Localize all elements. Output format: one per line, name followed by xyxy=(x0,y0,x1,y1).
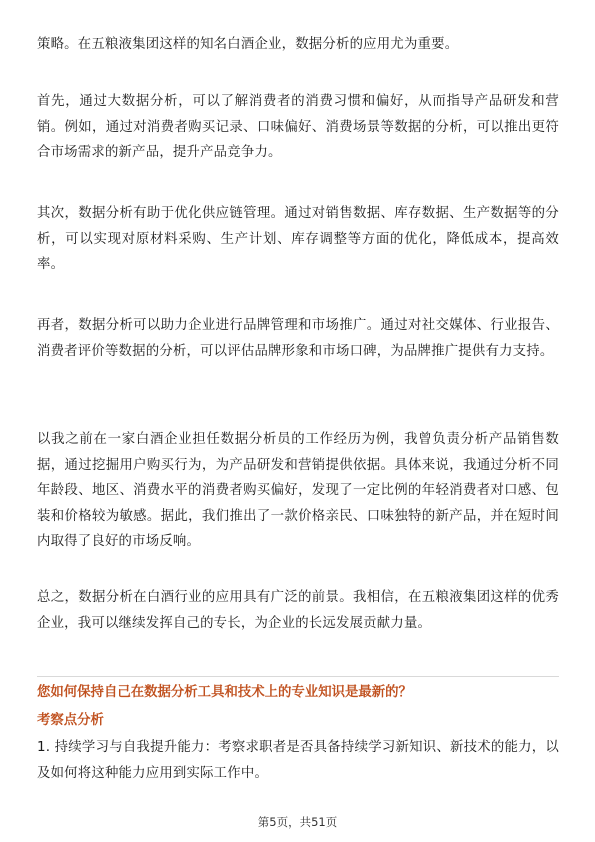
paragraph-text: 首先，通过大数据分析，可以了解消费者的消费习惯和偏好，从而指导产品研发和营销。例如，通过对消费者购买记录、口味偏好、消费场景等数据的分析，可以推出更符合市场需求的新产品，提升产品竞争力。 xyxy=(37,94,559,161)
paragraph-conclusion xyxy=(37,585,559,636)
paragraph-text: 其次，数据分析有助于优化供应链管理。通过对销售数据、库存数据、生产数据等的分析，可以实现对原材料采购、生产计划、库存调整等方面的优化，降低成本，提高效率。 xyxy=(37,206,559,273)
paragraph-text: 以我之前在一家白酒企业担任数据分析员的工作经历为例，我曾负责分析产品销售数据，通过挖掘用户购买行为，为产品研发和营销提供依据。具体来说，我通过分析不同年龄段、地区、消费水平的消费者购买偏好，发现了一定比例的年轻消费者对口感、包装和价格较为敏感。据此，我们推出了一款价格亲民、口味独特的新产品，并在短时间内取得了良好的市场反响。 xyxy=(37,432,559,550)
analysis-point-text: 1. 持续学习与自我提升能力：考察求职者是否具备持续学习新知识、新技术的能力，以及如何将这种能力应用到实际工作中。 xyxy=(37,740,559,781)
paragraph-text: 策略。在五粮液集团这样的知名白酒企业，数据分析的应用尤为重要。 xyxy=(37,37,459,52)
question-heading xyxy=(37,682,559,704)
paragraph-second xyxy=(37,201,559,278)
paragraph-text: 再者，数据分析可以助力企业进行品牌管理和市场推广。通过对社交媒体、行业报告、消费者评价等数据的分析，可以评估品牌形象和市场口碑，为品牌推广提供有力支持。 xyxy=(37,318,559,359)
analysis-point xyxy=(37,735,559,786)
paragraph-intro xyxy=(37,32,559,58)
paragraph-first xyxy=(37,89,559,166)
question-text: 您如何保持自己在数据分析工具和技术上的专业知识是最新的？ xyxy=(37,685,412,700)
paragraph-third xyxy=(37,313,559,364)
paragraph-example xyxy=(37,427,559,555)
page-footer: 第5页，共51页 xyxy=(257,815,338,829)
section-heading xyxy=(37,710,559,732)
section-title: 考察点分析 xyxy=(37,713,104,728)
paragraph-text: 总之，数据分析在白酒行业的应用具有广泛的前景。我相信，在五粮液集团这样的优秀企业，我可以继续发挥自己的专长，为企业的长远发展贡献力量。 xyxy=(37,590,559,631)
divider xyxy=(37,676,559,677)
